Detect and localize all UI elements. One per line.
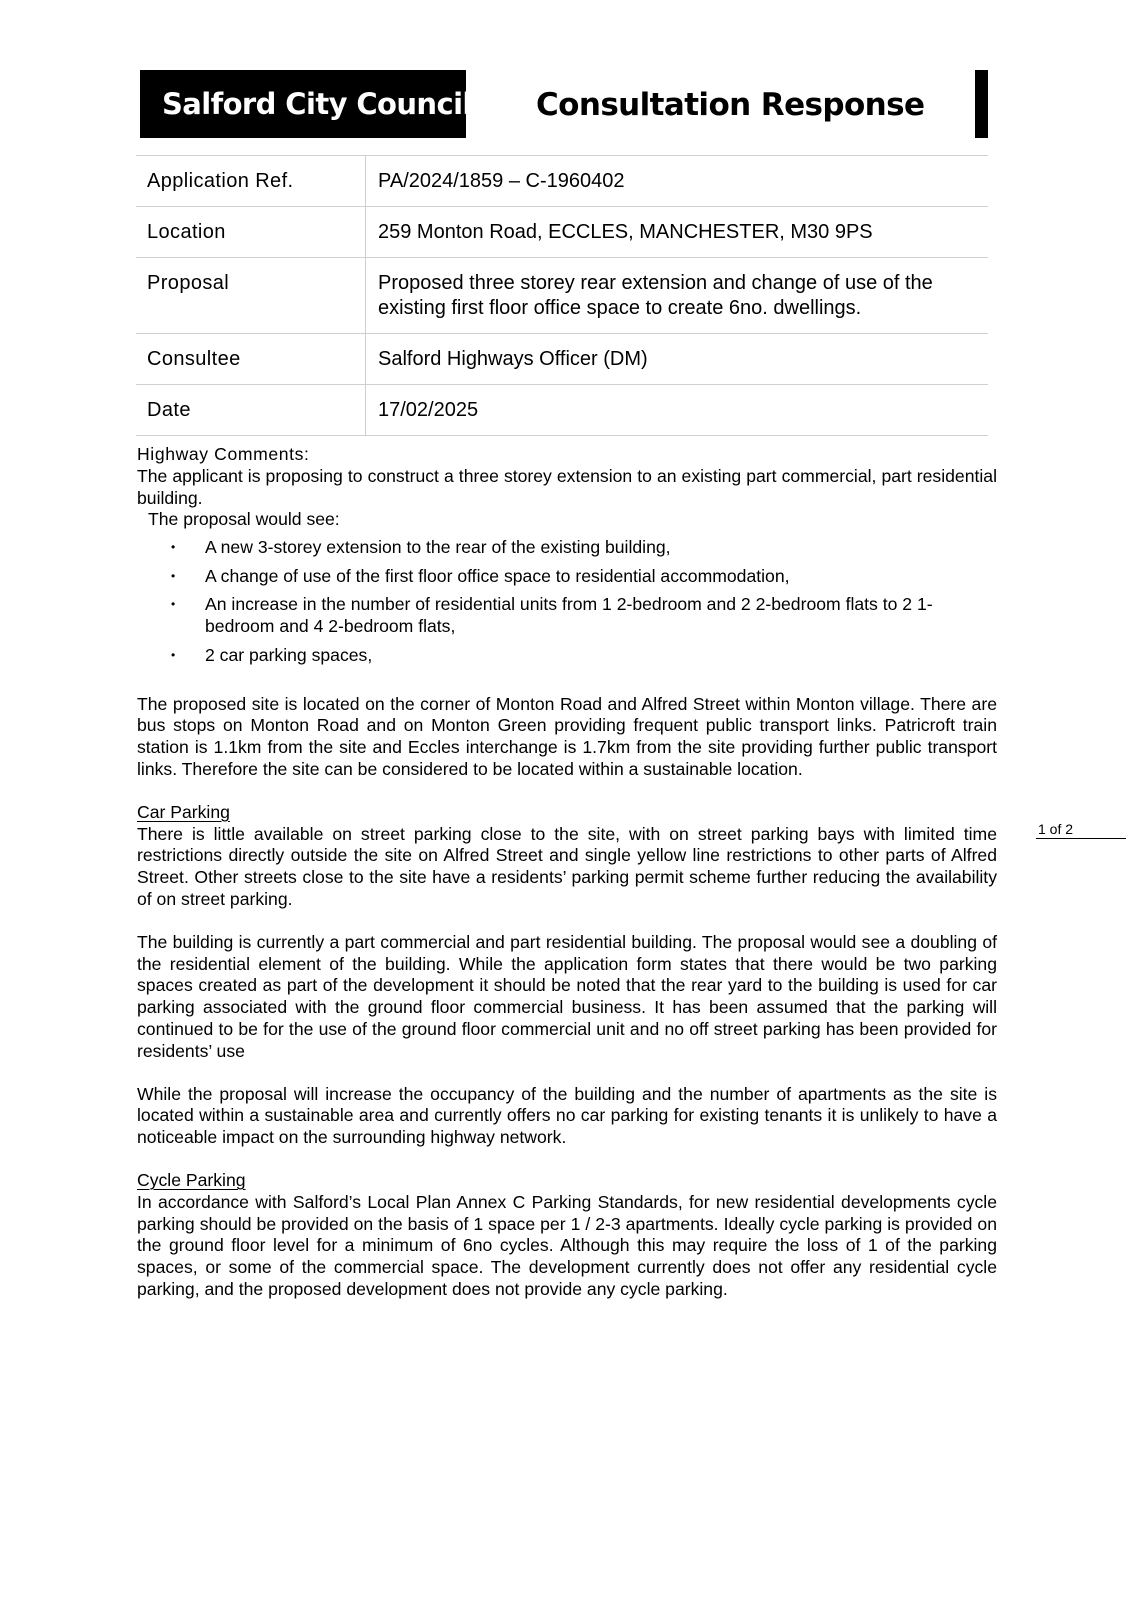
intro-paragraph: The applicant is proposing to construct a three storey extension to an existing part commercial, part residential building.	[137, 465, 997, 508]
bullet-icon: •	[171, 647, 176, 662]
row-label: Application Ref.	[136, 156, 366, 207]
bullet-icon: •	[171, 597, 176, 612]
site-location-paragraph: The proposed site is located on the corner of Monton Road and Alfred Street within Monton village. There are bus stops on Monton Road and on Monton Green providing frequent public transport links. Patricroft train station is 1.1km from the site and Eccles interchange is 1.7km from the site providing further public transport links. Therefore the site can be considered to be located within a sustainable location.	[137, 693, 997, 779]
row-label: Proposal	[136, 258, 366, 334]
list-item: • An increase in the number of residential units from 1 2-bedroom and 2 2-bedroom flats to 2 1-bedroom and 4 2-bedroom flats,	[171, 594, 933, 637]
response-body	[137, 444, 997, 1301]
list-item: • A new 3-storey extension to the rear of the existing building,	[171, 537, 671, 558]
council-logo: Salford City Council	[140, 70, 466, 138]
header-accent-bar	[975, 70, 988, 138]
car-parking-paragraph: While the proposal will increase the occupancy of the building and the number of apartments as the site is located within a sustainable area and currently offers no car parking for existing tenants it is unlikely to have a noticeable impact on the surrounding highway network.	[137, 1083, 997, 1148]
document-header	[140, 70, 988, 138]
row-value: 259 Monton Road, ECCLES, MANCHESTER, M30 9PS	[366, 207, 989, 258]
row-value: Proposed three storey rear extension and change of use of the existing first floor office space to create 6no. dwellings.	[366, 258, 989, 334]
row-value: Salford Highways Officer (DM)	[366, 334, 989, 385]
row-label: Location	[136, 207, 366, 258]
row-value: 17/02/2025	[366, 385, 989, 436]
row-label: Consultee	[136, 334, 366, 385]
car-parking-paragraph: The building is currently a part commercial and part residential building. The proposal would see a doubling of the residential element of the building. While the application form states that there would be two parking spaces created as part of the development it should be noted that the rear yard to the building is used for car parking associated with the ground floor commercial business. It has been assumed that the parking will continued to be for the use of the ground floor commercial unit and no off street parking has been provided for residents’ use	[137, 931, 997, 1061]
cycle-parking-paragraph: In accordance with Salford’s Local Plan Annex C Parking Standards, for new residential developments cycle parking should be provided on the basis of 1 space per 1 / 2-3 apartments. Ideally cycle parking is provided on the ground floor level for a minimum of 6no cycles. Although this may require the loss of 1 of the parking spaces, or some of the commercial space. The development currently does not offer any residential cycle parking, and the proposed development does not provide any cycle parking.	[137, 1191, 997, 1299]
row-value: PA/2024/1859 – C-1960402	[366, 156, 989, 207]
proposal-intro: The proposal would see:	[148, 509, 340, 530]
list-item: • 2 car parking spaces,	[171, 644, 373, 665]
list-item: • A change of use of the first floor office space to residential accommodation,	[171, 565, 790, 586]
bullet-icon: •	[171, 540, 176, 555]
highway-comments-heading: Highway Comments:	[137, 444, 310, 464]
page-indicator: 1 of 2	[1036, 821, 1126, 839]
cycle-parking-heading: Cycle Parking	[137, 1169, 246, 1190]
table-row	[136, 156, 988, 207]
car-parking-heading: Car Parking	[137, 801, 230, 822]
car-parking-paragraph: There is little available on street parking close to the site, with on street parking bays with limited time restrictions directly outside the site on Alfred Street and single yellow line restrictions to other parts of Alfred Street. Other streets close to the site have a residents’ parking permit scheme further reducing the availability of on street parking.	[137, 823, 997, 909]
bullet-icon: •	[171, 568, 176, 583]
application-details-table	[136, 155, 988, 436]
table-row	[136, 258, 988, 334]
proposal-list	[137, 537, 997, 666]
table-row	[136, 207, 988, 258]
document-title: Consultation Response	[536, 87, 925, 123]
table-row	[136, 334, 988, 385]
row-label: Date	[136, 385, 366, 436]
table-row	[136, 385, 988, 436]
